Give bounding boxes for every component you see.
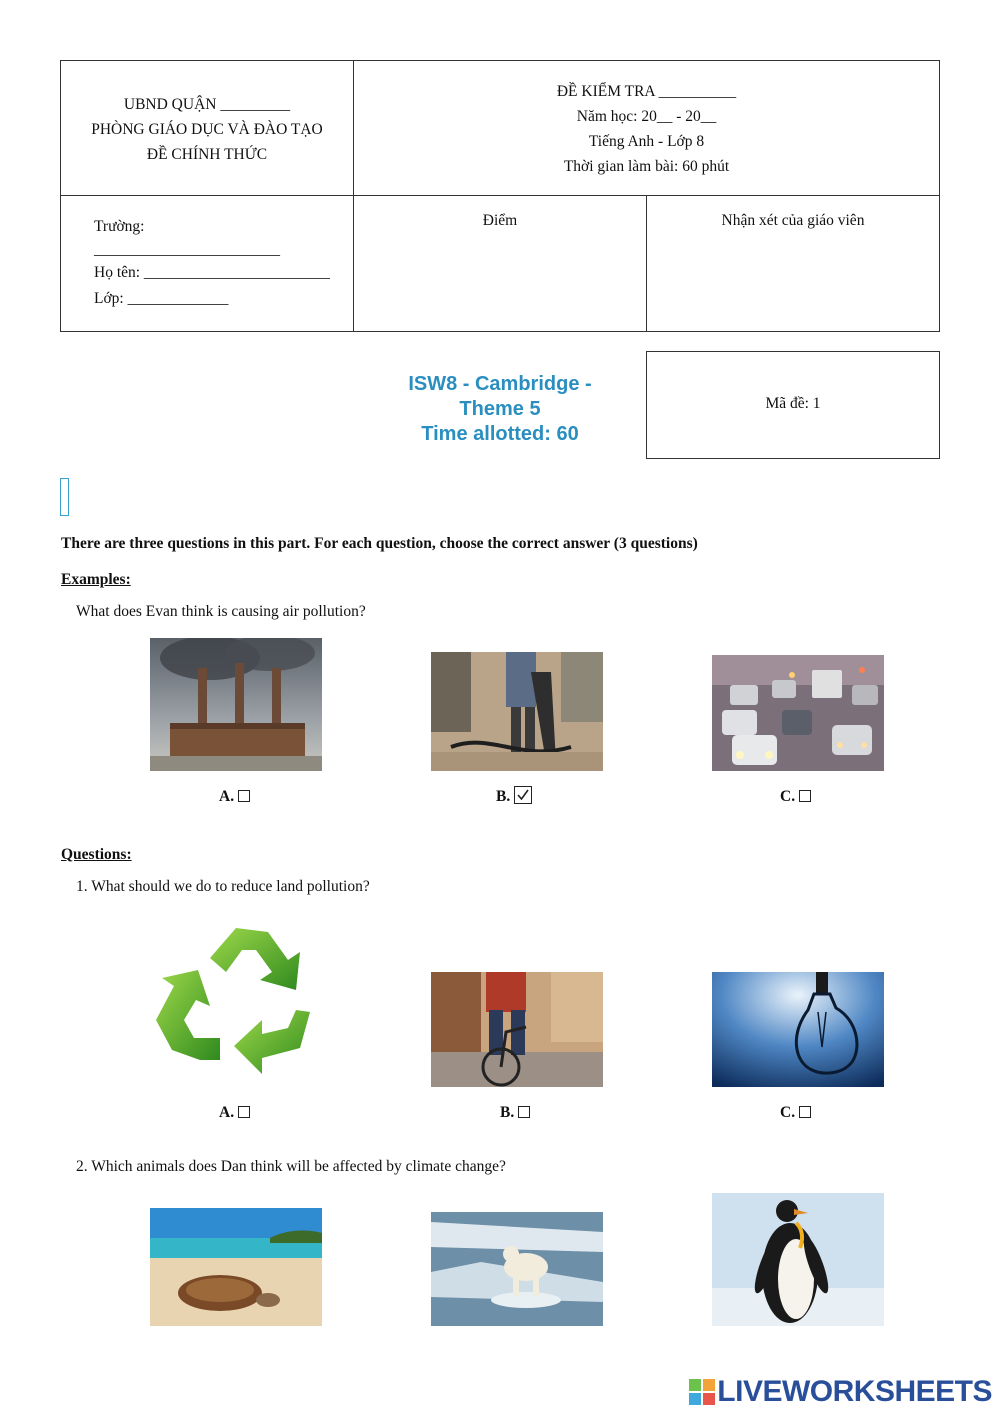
school-line[interactable]: ________________________	[94, 241, 280, 258]
example-question: What does Evan think is causing air pollution?	[76, 603, 366, 620]
question-1: 1. What should we do to reduce land pollution?	[76, 878, 370, 895]
example-option-a[interactable]	[219, 788, 250, 806]
checkbox[interactable]	[518, 1106, 530, 1118]
answer-input[interactable]	[60, 478, 69, 516]
official-line: ĐỀ CHÍNH THỨC	[146, 146, 268, 163]
exam-code: Mã đề: 1	[765, 395, 821, 412]
q1-option-c[interactable]	[780, 1104, 811, 1122]
worksheet-title	[350, 372, 650, 447]
header-vline-1	[353, 60, 354, 332]
option-c-label: C.	[780, 1104, 796, 1121]
exam-line: ĐỀ KIỂM TRA __________	[556, 83, 737, 100]
option-a-label: A.	[219, 788, 235, 805]
header-left	[62, 92, 352, 167]
turtle-image	[150, 1208, 322, 1326]
instruction-text: There are three questions in this part. For each question, choose the correct answer (3 questions)	[61, 535, 698, 552]
district-line: UBND QUẬN _________	[123, 96, 291, 113]
teacher-comment-label: Nhận xét của giáo viên	[721, 212, 865, 229]
option-a-label: A.	[219, 1104, 235, 1121]
student-info	[94, 214, 350, 312]
cyclist-image	[431, 972, 603, 1087]
title-line-2: Theme 5	[459, 398, 541, 420]
school-year-line: Năm học: 20__ - 20__	[576, 108, 717, 125]
checkbox[interactable]	[238, 790, 250, 802]
option-b-label: B.	[496, 788, 511, 805]
checkbox[interactable]	[238, 1106, 250, 1118]
score-label: Điểm	[482, 212, 518, 229]
title-line-3: Time allotted: 60	[421, 423, 579, 445]
question-2: 2. Which animals does Dan think will be affected by climate change?	[76, 1158, 506, 1175]
questions-label: Questions:	[61, 846, 132, 863]
title-line-1: ISW8 - Cambridge -	[408, 373, 592, 395]
checkbox-checked[interactable]	[514, 786, 532, 804]
school-field[interactable]: Trường:	[94, 218, 145, 235]
q1-option-a[interactable]	[219, 1104, 250, 1122]
checkbox[interactable]	[799, 1106, 811, 1118]
header-hline	[60, 195, 940, 196]
duration-line: Thời gian làm bài: 60 phút	[563, 158, 730, 175]
factory-image	[150, 638, 322, 771]
q1-option-b[interactable]	[500, 1104, 530, 1122]
header-right	[355, 79, 938, 179]
traffic-image	[712, 655, 884, 771]
example-option-c[interactable]	[780, 788, 811, 806]
examples-label: Examples:	[61, 571, 131, 588]
example-option-b[interactable]	[496, 786, 532, 806]
penguin-image	[712, 1193, 884, 1326]
option-b-label: B.	[500, 1104, 515, 1121]
polar-bear-image	[431, 1212, 603, 1326]
logo-icon	[689, 1379, 715, 1405]
logo-text: LIVEWORKSHEETS	[717, 1375, 992, 1408]
light-bulb-image	[712, 972, 884, 1087]
recycle-image	[150, 920, 322, 1080]
class-field[interactable]: Lớp: _____________	[94, 290, 229, 307]
option-c-label: C.	[780, 788, 796, 805]
liveworksheets-logo	[689, 1375, 992, 1409]
jackhammer-image	[431, 652, 603, 771]
subject-line: Tiếng Anh - Lớp 8	[588, 133, 705, 150]
name-field[interactable]: Họ tên: ________________________	[94, 264, 330, 281]
checkbox[interactable]	[799, 790, 811, 802]
department-line: PHÒNG GIÁO DỤC VÀ ĐÀO TẠO	[91, 121, 323, 138]
